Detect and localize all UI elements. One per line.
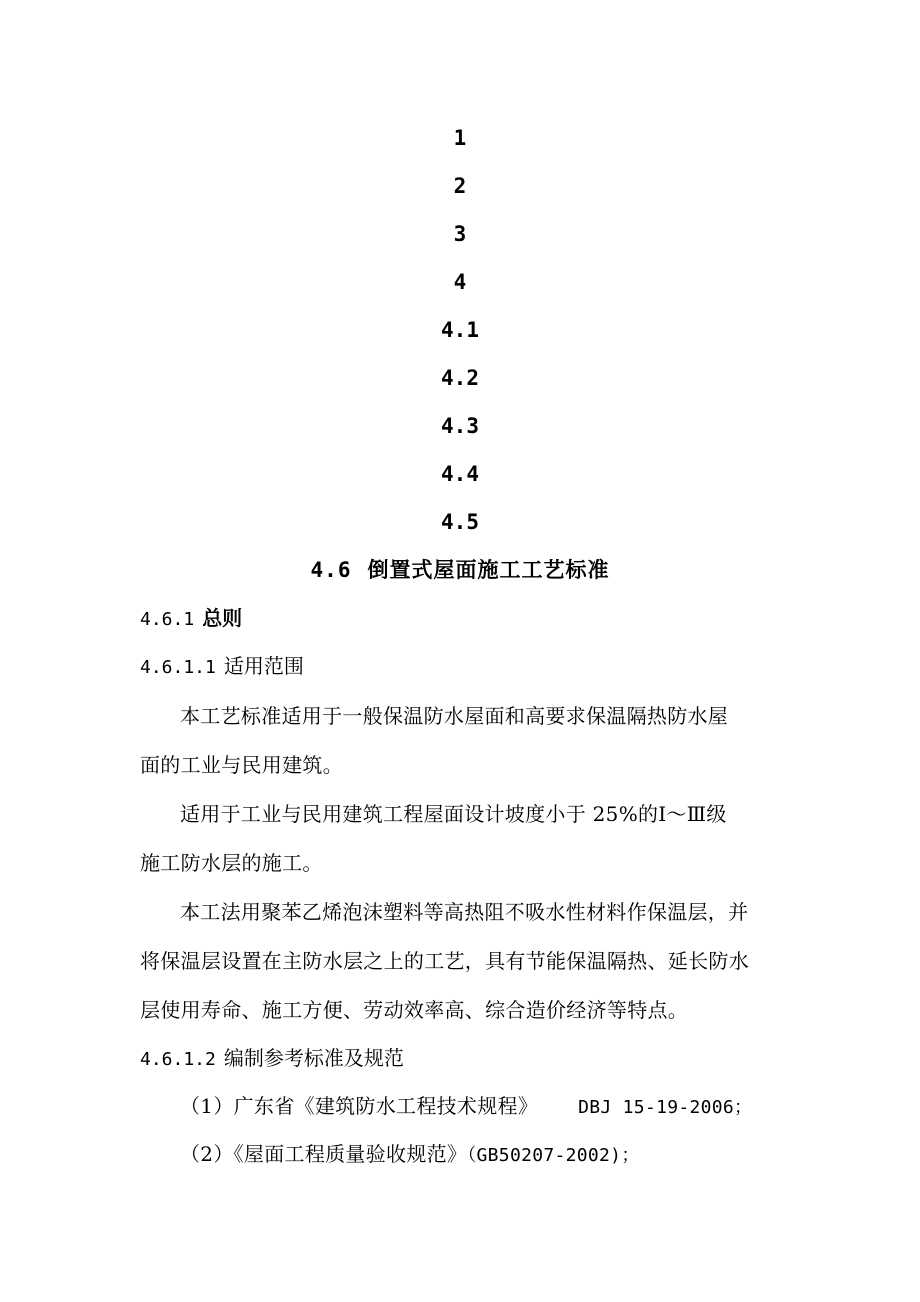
toc-number-1: 1 bbox=[453, 126, 467, 150]
reference-item-1 bbox=[180, 1094, 752, 1120]
reference-code-2: （GB50207-2002)； bbox=[467, 1145, 640, 1166]
toc-number-3: 3 bbox=[453, 222, 467, 246]
clause-number-2: 4.6.1.2 bbox=[140, 1049, 216, 1070]
clause-number-1: 4.6.1.1 bbox=[140, 657, 216, 678]
paragraph-3-line-2: 将保温层设置在主防水层之上的工艺，具有节能保温隔热、延长防水 bbox=[140, 949, 749, 973]
section-title: 倒置式屋面施工工艺标准 bbox=[367, 557, 610, 582]
paragraph-1-line-2: 面的工业与民用建筑。 bbox=[140, 753, 343, 777]
toc-number-4-2: 4.2 bbox=[441, 366, 479, 390]
paragraph-1-line-1: 本工艺标准适用于一般保温防水屋面和高要求保温隔热防水屋 bbox=[180, 704, 729, 728]
clause-title-2: 编制参考标准及规范 bbox=[223, 1046, 404, 1070]
reference-label-1: （1）广东省《建筑防水工程技术规程》 bbox=[180, 1094, 539, 1118]
section-number: 4.6 bbox=[310, 558, 352, 582]
paragraph-3-line-3: 层使用寿命、施工方便、劳动效率高、综合造价经济等特点。 bbox=[140, 998, 689, 1022]
clause-heading-2 bbox=[140, 1046, 404, 1072]
toc-number-4-3: 4.3 bbox=[441, 414, 479, 438]
subsection-title: 总则 bbox=[202, 606, 243, 630]
toc-number-4-5: 4.5 bbox=[441, 510, 479, 534]
paragraph-2-line-2: 施工防水层的施工。 bbox=[140, 851, 323, 875]
reference-code-1: DBJ 15-19-2006； bbox=[578, 1097, 753, 1118]
subsection-number: 4.6.1 bbox=[140, 609, 195, 630]
toc-number-4: 4 bbox=[453, 270, 467, 294]
toc-number-4-4: 4.4 bbox=[441, 462, 479, 486]
reference-label-2: （2）《屋面工程质量验收规范》 bbox=[180, 1142, 468, 1166]
subsection-heading bbox=[140, 606, 242, 632]
reference-item-2 bbox=[180, 1142, 640, 1168]
toc-number-4-1: 4.1 bbox=[441, 318, 479, 342]
paragraph-3-line-1: 本工法用聚苯乙烯泡沫塑料等高热阻不吸水性材料作保温层，并 bbox=[180, 900, 749, 924]
clause-heading-1 bbox=[140, 654, 304, 680]
paragraph-2-line-1: 适用于工业与民用建筑工程屋面设计坡度小于 25%的Ⅰ～Ⅲ级 bbox=[180, 802, 727, 826]
section-heading bbox=[0, 558, 920, 582]
toc-number-2: 2 bbox=[453, 174, 467, 198]
clause-title-1: 适用范围 bbox=[223, 654, 304, 678]
